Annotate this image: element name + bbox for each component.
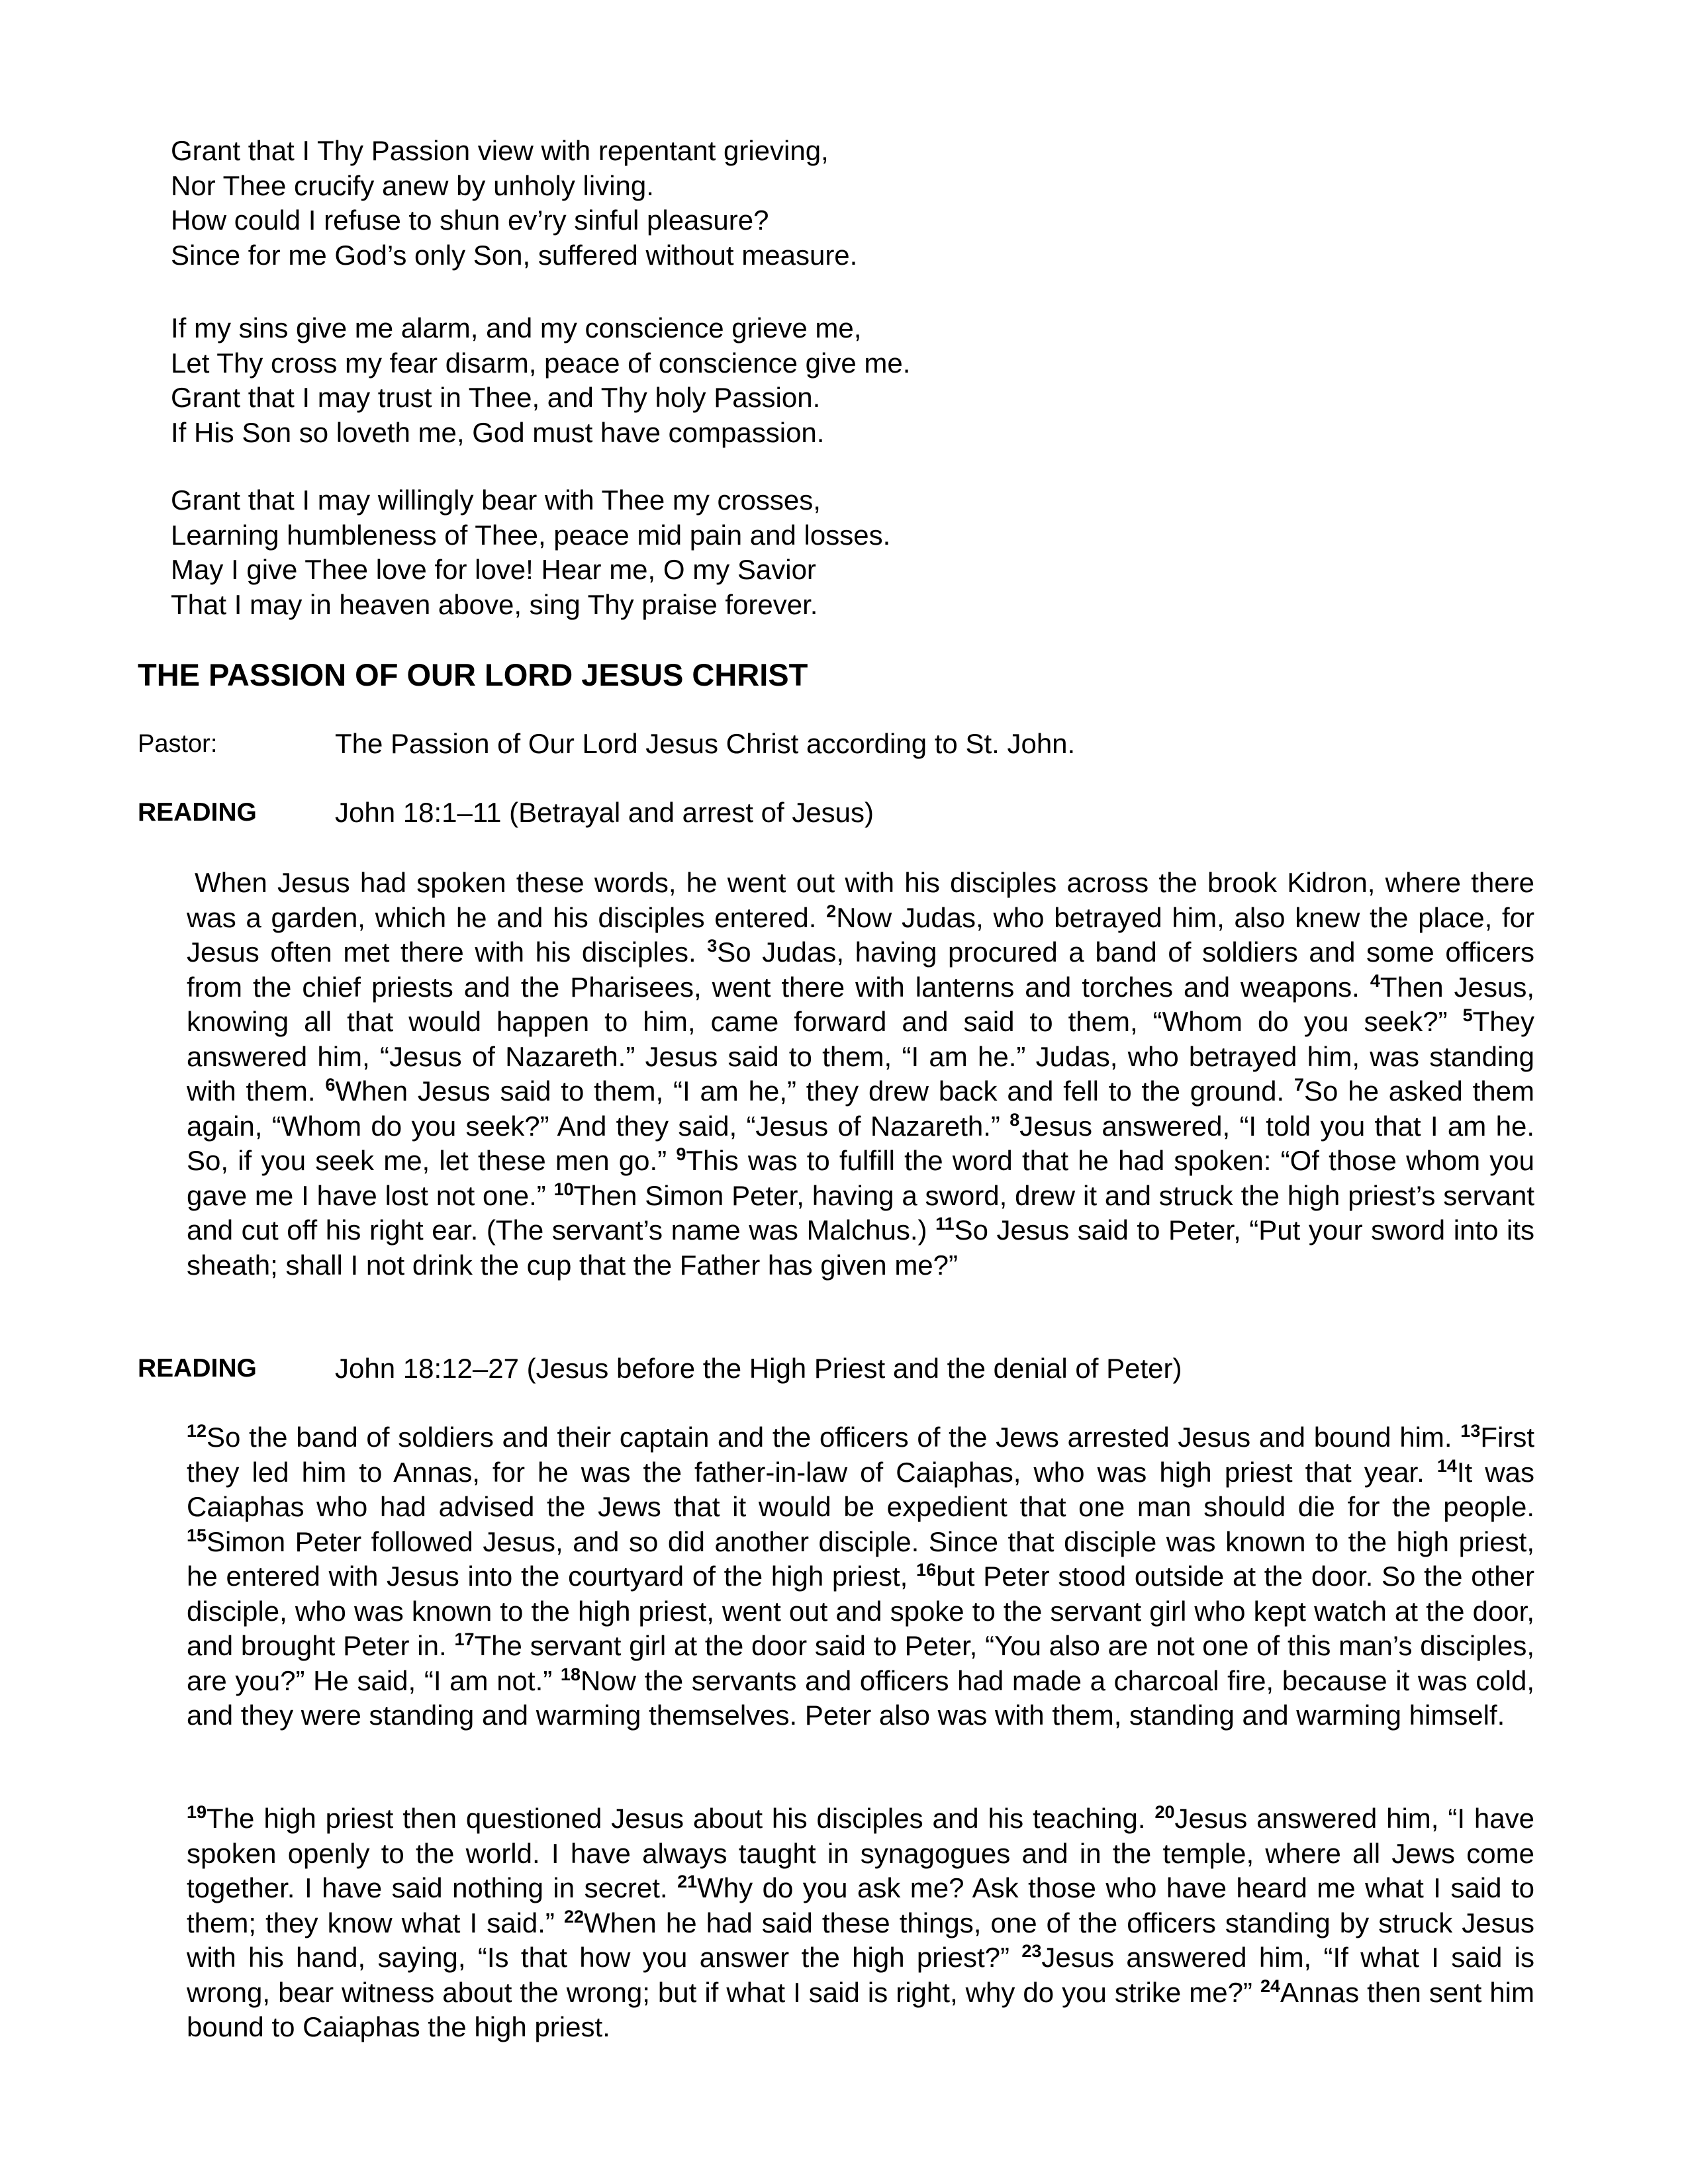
verse-number: 15 xyxy=(187,1525,207,1545)
verse-text: Jesus answered him, “I have spoken openly to the world. I have always taught in synagogues and in the temple, where all Jews come together. I have said nothing in secret. xyxy=(187,1803,1534,1903)
verse-number: 7 xyxy=(1294,1075,1305,1095)
hymn-line: How could I refuse to shun ev’ry sinful pleasure? xyxy=(171,205,769,236)
verse-text: This was to fulfill the word that he had spoken: “Of those whom you gave me I have lost not one.” xyxy=(187,1145,1535,1211)
verse-number: 13 xyxy=(1460,1421,1481,1441)
verse-text: So he asked them again, “Whom do you seek?” And they said, “Jesus of Nazareth.” xyxy=(187,1075,1535,1142)
verse-text: First they led him to Annas, for he was the father-in-law of Caiaphas, who was high priest that year. xyxy=(187,1422,1534,1488)
verse-number: 16 xyxy=(916,1560,937,1580)
verse-number: 6 xyxy=(325,1075,336,1095)
verse-text: Now Judas, who betrayed him, also knew the place, for Jesus often met there with his disciples. xyxy=(187,901,1534,968)
verse-text: When he had said these things, one of the officers standing by struck Jesus with his hand, saying, “Is that how you answer the high priest?” xyxy=(187,1907,1534,1973)
verse-text: So Jesus said to Peter, “Put your sword into its sheath; shall I not drink the cup that the Father has given me?” xyxy=(187,1214,1534,1281)
verse-number: 14 xyxy=(1436,1455,1457,1476)
reading-reference: John 18:12–27 (Jesus before the High Priest and the denial of Peter) xyxy=(335,1353,1182,1384)
verse-number: 2 xyxy=(826,901,837,921)
hymn-line: If His Son so loveth me, God must have compassion. xyxy=(171,416,825,448)
verse-number: 9 xyxy=(676,1144,686,1165)
hymn-stanza xyxy=(171,311,1098,450)
hymn-line: Nor Thee crucify anew by unholy living. xyxy=(171,169,654,201)
hymn-line: Learning humbleness of Thee, peace mid pain and losses. xyxy=(171,519,891,551)
verse-text: Simon Peter followed Jesus, and so did another disciple. Since that disciple was known to the high priest, he entered with Jesus into the courtyard of the high priest, xyxy=(187,1525,1534,1592)
verse-number: 8 xyxy=(1009,1109,1020,1130)
reading-label: READING xyxy=(138,1354,257,1383)
verse-text: The high priest then questioned Jesus about his disciples and his teaching. xyxy=(207,1803,1155,1834)
verse-text: Jesus answered him, “If what I said is wrong, bear witness about the wrong; but if what I said is right, why do you strike me?” xyxy=(187,1942,1534,2008)
reading-label: READING xyxy=(138,798,257,827)
verse-number: 23 xyxy=(1021,1941,1042,1962)
verse-text: They answered him, “Jesus of Nazareth.” Jesus said to them, “I am he.” Judas, who betrayed him, was standing with them. xyxy=(187,1006,1534,1107)
verse-number: 10 xyxy=(553,1179,574,1199)
verse-number: 17 xyxy=(454,1629,475,1650)
verse-text: but Peter stood outside at the door. So the other disciple, who was known to the high priest, went out and spoke to the servant girl who kept watch at the door, and brought Peter in. xyxy=(187,1561,1534,1661)
verse-text: So Judas, having procured a band of soldiers and some officers from the chief priests and the Pharisees, went there with lanterns and torches and weapons. xyxy=(187,936,1534,1003)
reading-paragraph xyxy=(187,1801,1534,2045)
verse-text: Jesus answered, “I told you that I am he. So, if you seek me, let these men go.” xyxy=(187,1110,1534,1176)
pastor-label: Pastor: xyxy=(138,730,218,758)
verse-text: Then Simon Peter, having a sword, drew it and struck the high priest’s servant and cut off his right ear. (The servant’s name was Malchus.) xyxy=(187,1179,1534,1246)
verse-number: 24 xyxy=(1260,1976,1280,1996)
verse-text: When Jesus said to them, “I am he,” they drew back and fell to the ground. xyxy=(335,1075,1295,1107)
verse-text: Now the servants and officers had made a charcoal fire, because it was cold, and they were standing and warming themselves. Peter also was with them, standing and warming himself. xyxy=(187,1664,1534,1731)
hymn-line: Grant that I may willingly bear with Thee my crosses, xyxy=(171,484,821,516)
verse-number: 18 xyxy=(560,1664,581,1684)
verse-text: Annas then sent him bound to Caiaphas the high priest. xyxy=(187,1976,1534,2042)
verse-text: So the band of soldiers and their captain and the officers of the Jews arrested Jesus and bound him. xyxy=(207,1422,1461,1453)
reading-paragraph xyxy=(187,1420,1534,1733)
verse-number: 11 xyxy=(935,1214,955,1234)
hymn-line: Grant that I Thy Passion view with repentant grieving, xyxy=(171,135,829,166)
verse-number: 21 xyxy=(677,1872,698,1892)
hymn-line: May I give Thee love for love! Hear me, O my Savior xyxy=(171,554,816,585)
verse-number: 5 xyxy=(1462,1005,1473,1026)
verse-number: 4 xyxy=(1370,970,1380,991)
verse-number: 3 xyxy=(707,936,718,956)
verse-text: Why do you ask me? Ask those who have heard me what I said to them; they know what I said.” xyxy=(187,1872,1534,1938)
reading-paragraph xyxy=(187,866,1534,1283)
verse-text: The servant girl at the door said to Peter, “You also are not one of this man’s disciples, are you?” He said, “I am not.” xyxy=(187,1630,1534,1696)
verse-text: When Jesus had spoken these words, he went out with his disciples across the brook Kidron, where there was a garden, which he and his disciples entered. xyxy=(187,867,1534,933)
section-heading: THE PASSION OF OUR LORD JESUS CHRIST xyxy=(138,657,808,692)
hymn-stanza xyxy=(171,134,1098,273)
hymn-line: That I may in heaven above, sing Thy praise forever. xyxy=(171,588,818,620)
verse-text: Then Jesus, knowing all that would happen to him, came forward and said to them, “Whom do you seek?” xyxy=(187,971,1534,1037)
verse-number: 22 xyxy=(564,1906,585,1927)
verse-number: 12 xyxy=(187,1421,207,1441)
hymn-line: Grant that I may trust in Thee, and Thy holy Passion. xyxy=(171,382,821,413)
hymn-line: Let Thy cross my fear disarm, peace of conscience give me. xyxy=(171,347,911,379)
hymn-stanza xyxy=(171,483,1098,622)
verse-number: 20 xyxy=(1154,1802,1175,1823)
verse-number: 19 xyxy=(187,1802,207,1823)
reading-reference: John 18:1–11 (Betrayal and arrest of Jesus) xyxy=(335,797,874,828)
hymn-line: If my sins give me alarm, and my conscience grieve me, xyxy=(171,312,862,343)
pastor-text: The Passion of Our Lord Jesus Christ according to St. John. xyxy=(335,728,1076,759)
verse-text: It was Caiaphas who had advised the Jews that it would be expedient that one man should die for the people. xyxy=(187,1456,1534,1522)
hymn-line: Since for me God’s only Son, suffered without measure. xyxy=(171,239,858,271)
